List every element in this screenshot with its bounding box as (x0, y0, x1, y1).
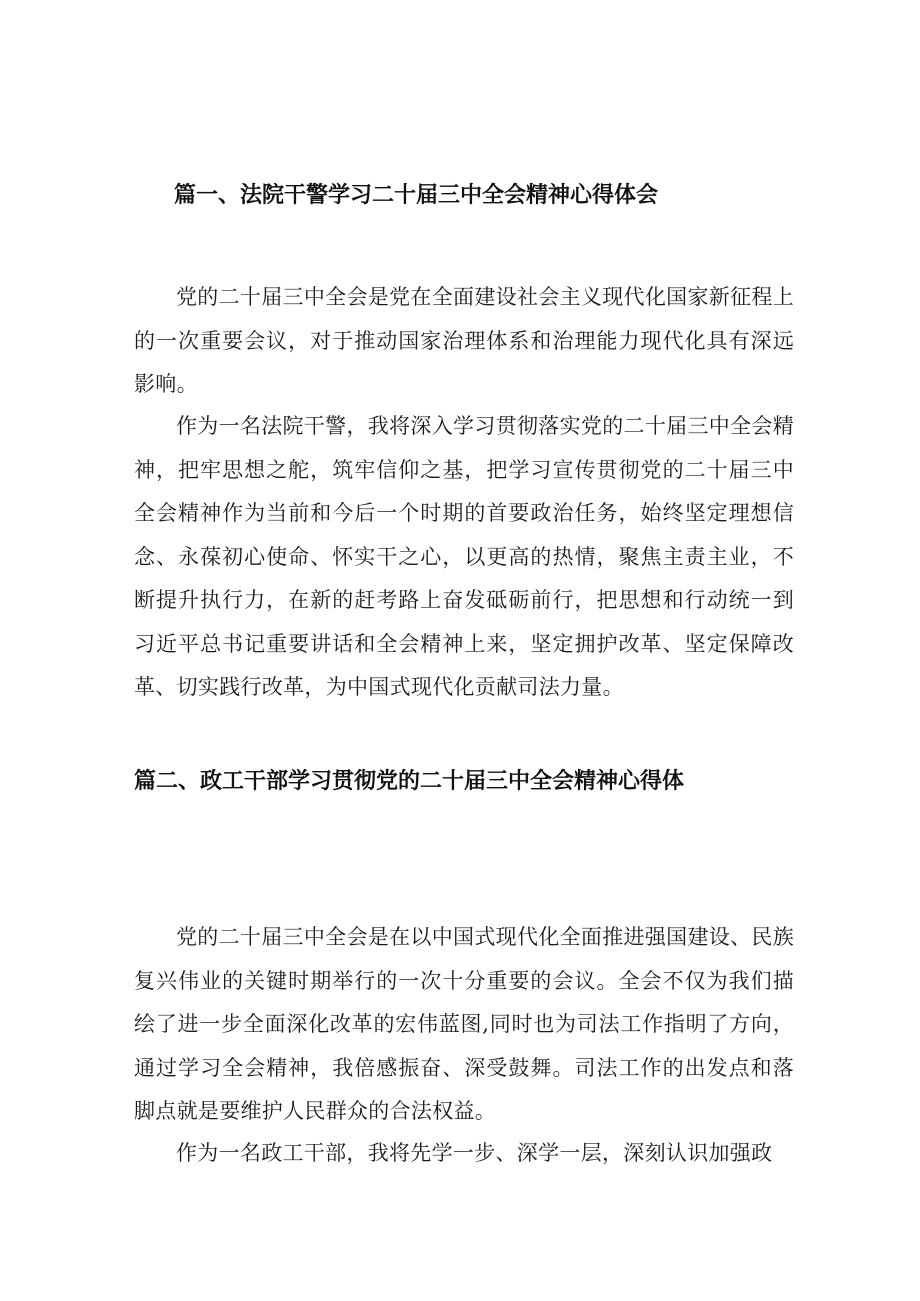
section-1-title: 篇一、法院干警学习二十届三中全会精神心得体会 (174, 183, 659, 208)
section-2-paragraph-2: 作为一名政工干部，我将先学一步、深学一层，深刻认识加强政 (176, 1141, 773, 1165)
section-2-paragraph-1: 党的二十届三中全会是在以中国式现代化全面推进强国建设、民族复兴伟业的关键时期举行的一次十分重要的会议。全会不仅为我们描绘了进一步全面深化改革的宏伟蓝图,同时也为司法工作指明了方向，通过学习全会精神，我倍感振奋、深受鼓舞。司法工作的出发点和落脚点就是要维护人民群众的合法权益。 (134, 925, 794, 1123)
section-1-paragraph-1: 党的二十届三中全会是党在全面建设社会主义现代化国家新征程上的一次重要会议，对于推动国家治理体系和治理能力现代化具有深远影响。 (134, 285, 794, 396)
section-2-title: 篇二、政工干部学习贯彻党的二十届三中全会精神心得体 (134, 769, 685, 794)
section-1-paragraph-2: 作为一名法院干警，我将深入学习贯彻落实党的二十届三中全会精神，把牢思想之舵，筑牢信仰之基，把学习宣传贯彻党的二十届三中全会精神作为当前和今后一个时期的首要政治任务，始终坚定理想信念、永葆初心使命、怀实干之心，以更高的热情，聚焦主责主业，不断提升执行力，在新的赶考路上奋发砥砺前行，把思想和行动统一到习近平总书记重要讲话和全会精神上来，坚定拥护改革、坚定保障改革、切实践行改革，为中国式现代化贡献司法力量。 (134, 414, 794, 699)
